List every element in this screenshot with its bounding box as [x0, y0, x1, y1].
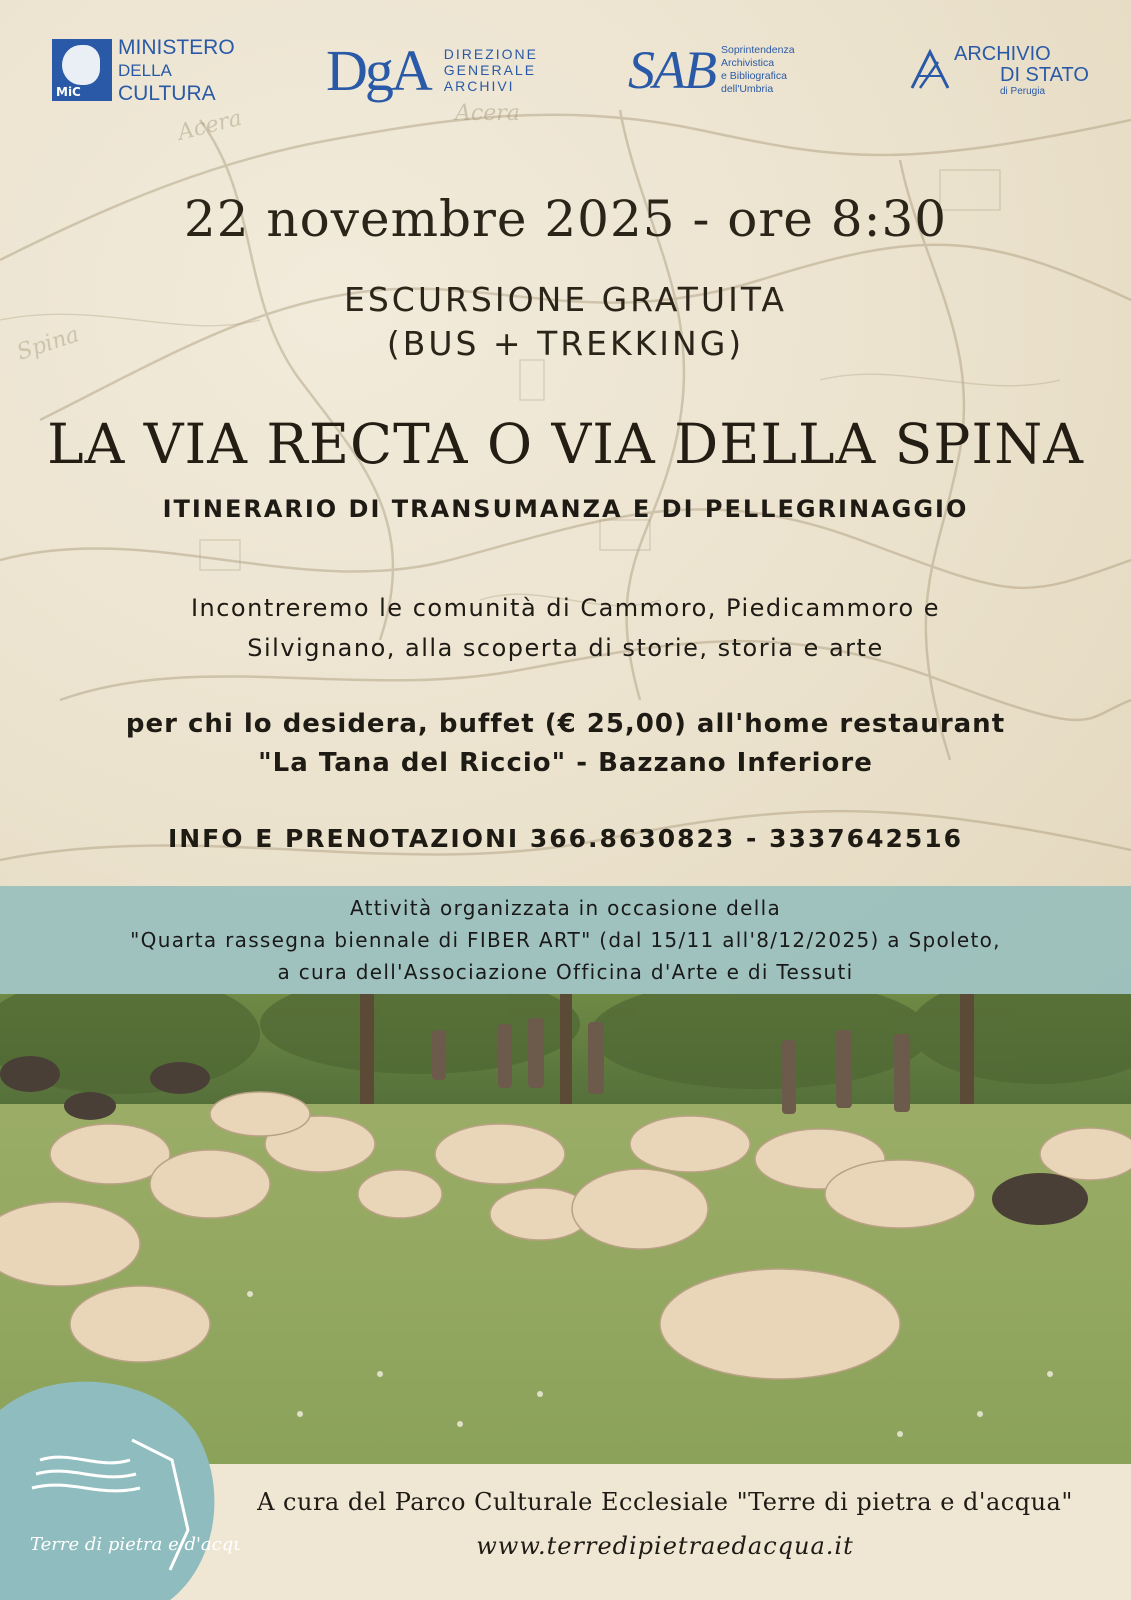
footer-website-link[interactable]: www.terredipietraedacqua.it: [476, 1532, 854, 1560]
logo-caption: Terre di pietra e d'acqua: [30, 1534, 240, 1555]
archivio-line1: ARCHIVIO: [954, 42, 1051, 65]
communities-line2: Silvignano, alla scoperta di storie, storia e arte: [247, 634, 884, 662]
buffet-text: [0, 705, 1131, 783]
organization-banner: [0, 886, 1131, 994]
sab-line3: e Bibliografica: [720, 70, 787, 82]
dga-line3: ARCHIVI: [443, 78, 515, 94]
dga-mark: DgA: [326, 37, 430, 103]
footer-credits: A cura del Parco Culturale Ecclesiale "Terre di pietra e d'acqua": [257, 1488, 1073, 1516]
excursion-line1: ESCURSIONE GRATUITA: [344, 280, 787, 319]
excursion-type: [0, 278, 1131, 366]
banner-line1: Attività organizzata in occasione della: [349, 896, 782, 920]
logos-row: [0, 30, 1131, 110]
sab-logo: [628, 30, 795, 110]
map-label-acera-2: Acera: [455, 101, 520, 126]
archivio-triangle-icon: [908, 48, 952, 92]
archivio-stato-logo: [908, 30, 1089, 110]
mic-line1: MINISTERO: [118, 35, 235, 59]
event-date: 22 novembre 2025 - ore 8:30: [183, 190, 948, 248]
dga-line2: GENERALE: [443, 62, 537, 78]
mic-line3: CULTURA: [118, 81, 216, 105]
sab-mark: SAB: [628, 40, 715, 100]
buffet-line1: per chi lo desidera, buffet (€ 25,00) all'home restaurant: [125, 709, 1006, 739]
archivio-line2: DI STATO: [1000, 63, 1089, 86]
dga-logo: [326, 30, 538, 110]
sab-line4: dell'Umbria: [720, 83, 774, 95]
map-label-acera-1: Acera: [175, 105, 245, 146]
sab-line1: Soprintendenza: [720, 44, 795, 56]
excursion-line2: (BUS + TREKKING): [386, 324, 745, 363]
archivio-line3: di Perugia: [1000, 85, 1046, 97]
event-subtitle: ITINERARIO DI TRANSUMANZA E DI PELLEGRINAGGIO: [162, 495, 969, 523]
dga-line1: DIREZIONE: [443, 46, 539, 62]
communities-text: [0, 588, 1131, 668]
event-title: LA VIA RECTA O VIA DELLA SPINA: [47, 412, 1084, 476]
ministero-cultura-logo: [52, 30, 235, 110]
communities-line1: Incontreremo le comunità di Cammoro, Piedicammoro e: [190, 594, 941, 622]
map-label-spina: Spina: [14, 322, 83, 366]
buffet-line2: "La Tana del Riccio" - Bazzano Inferiore: [258, 748, 873, 778]
mic-line2: DELLA: [118, 60, 172, 80]
banner-line2: "Quarta rassegna biennale di FIBER ART" (dal 15/11 all'8/12/2025) a Spoleto,: [130, 928, 1001, 952]
mic-badge: MiC: [56, 85, 81, 99]
banner-line3: a cura dell'Associazione Officina d'Arte e di Tessuti: [277, 960, 854, 984]
terre-di-pietra-logo: [0, 1370, 240, 1600]
sab-line2: Archivistica: [720, 57, 775, 69]
info-booking: INFO E PRENOTAZIONI 366.8630823 - 3337642516: [167, 824, 964, 853]
mic-emblem-icon: [52, 39, 112, 101]
